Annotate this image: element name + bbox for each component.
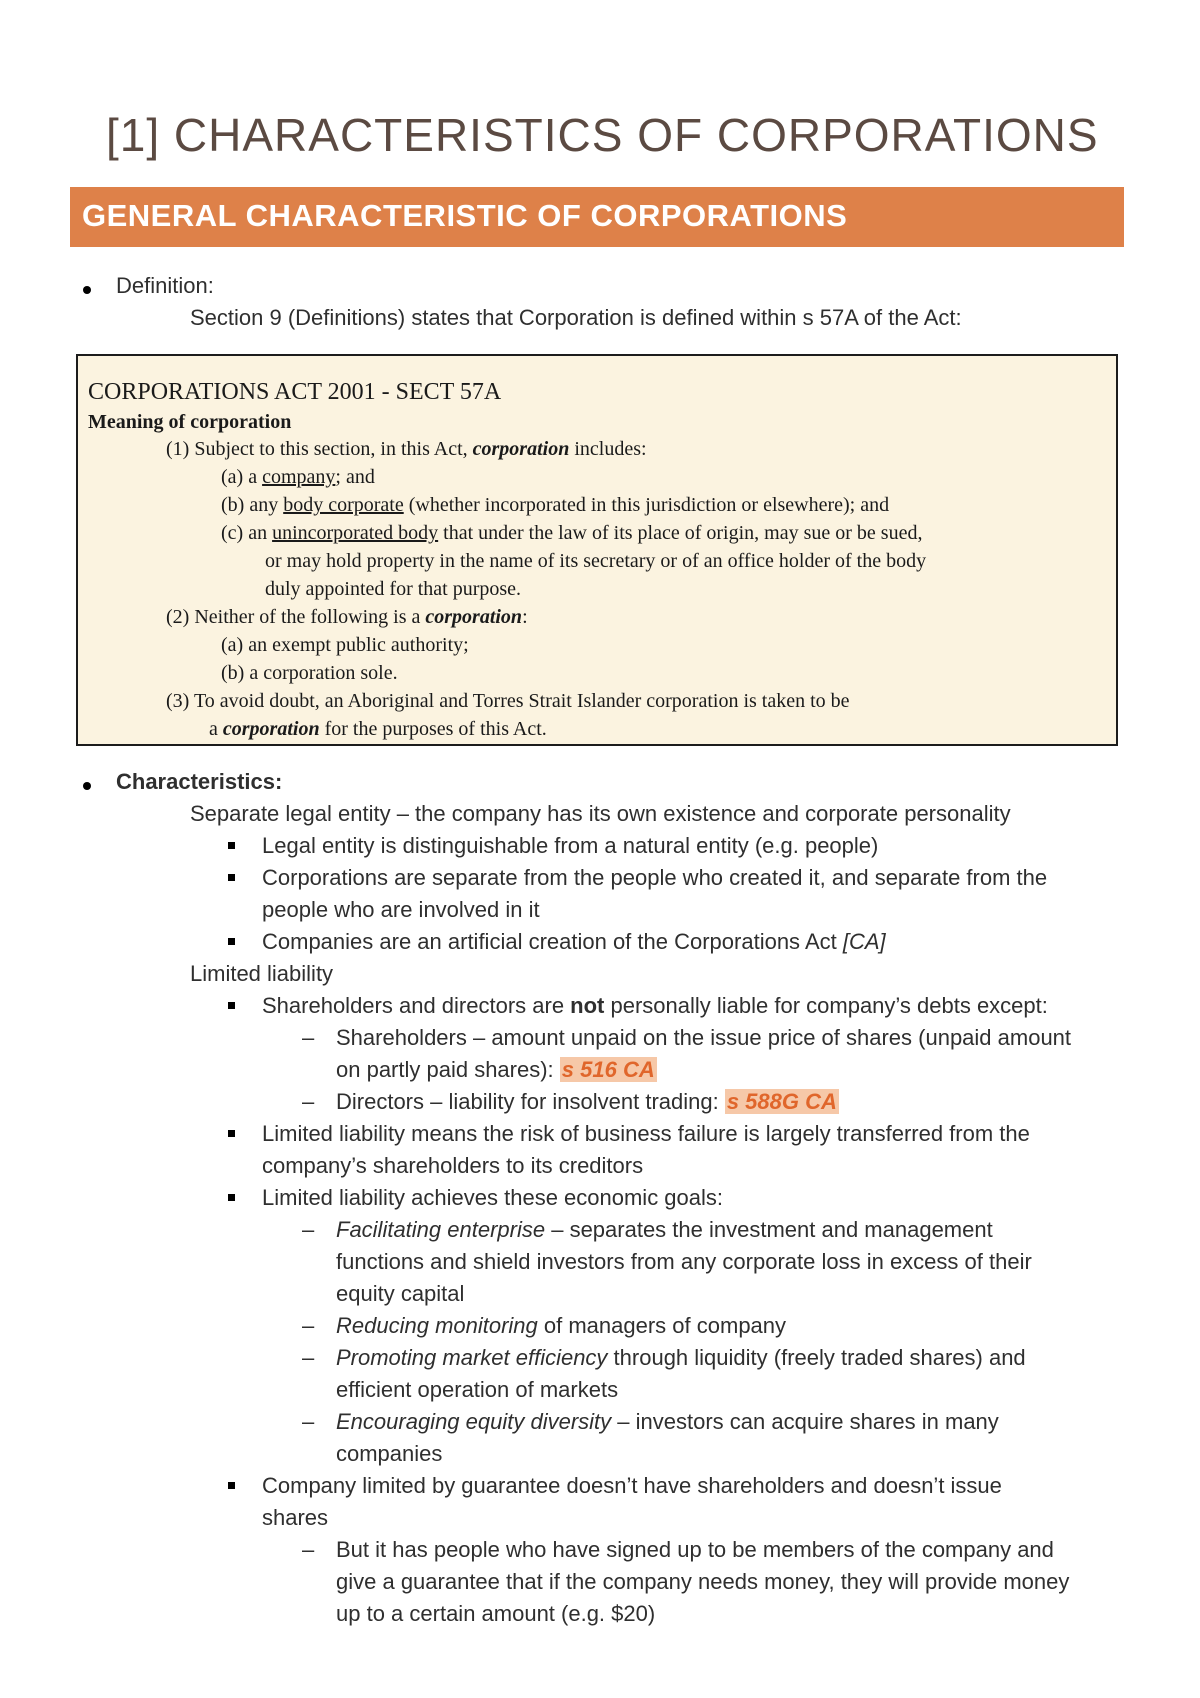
characteristics-label: Characteristics: (116, 769, 283, 794)
act-para-c: (c) an unincorporated body that under the law of its place of origin, may sue or be sued, (221, 522, 923, 544)
reference-s516: s 516 CA (561, 1057, 655, 1082)
act-extract-box (76, 354, 1118, 746)
sle-point-1: Legal entity is distinguishable from a natural entity (e.g. people) (262, 833, 879, 858)
ll-point-4: Company limited by guarantee doesn’t have shareholders and doesn’t issue (262, 1473, 1002, 1498)
bullet-square (228, 1194, 235, 1201)
bullet-square (228, 1482, 235, 1489)
goal-facilitating-enterprise: Facilitating enterprise – separates the investment and management (336, 1217, 993, 1242)
ll-point-1: Shareholders and directors are not personally liable for company’s debts except: (262, 993, 1048, 1018)
act-subsection-3: (3) To avoid doubt, an Aboriginal and Torres Strait Islander corporation is taken to be (166, 690, 850, 712)
dash-marker: – (302, 1217, 315, 1242)
goal-equity-diversity: Encouraging equity diversity – investors can acquire shares in many (336, 1409, 999, 1434)
reference-s588g: s 588G CA (726, 1089, 837, 1114)
page-title: [1] CHARACTERISTICS OF CORPORATIONS (106, 109, 1099, 161)
bullet-square (228, 938, 235, 945)
guarantee-members-line3: up to a certain amount (e.g. $20) (336, 1601, 656, 1626)
bullet-disc (83, 286, 91, 294)
link-unincorporated-body[interactable]: unincorporated body (272, 522, 439, 544)
act-para-a: (a) a company; and (221, 466, 375, 488)
section-banner (70, 187, 1124, 247)
act-subsection-3-line2: a corporation for the purposes of this Act. (209, 718, 547, 740)
goal-equity-diversity-line2: companies (336, 1441, 443, 1466)
act-para-b: (b) any body corporate (whether incorporated in this jurisdiction or elsewhere); and (221, 494, 890, 516)
ll-shareholders: Shareholders – amount unpaid on the issue price of shares (unpaid amount (336, 1025, 1072, 1050)
act-subsection-2: (2) Neither of the following is a corporation: (166, 606, 528, 628)
ll-point-4-cont: shares (262, 1505, 329, 1530)
section-heading: GENERAL CHARACTERISTIC OF CORPORATIONS (82, 198, 848, 233)
goal-reducing-monitoring: Reducing monitoring of managers of company (336, 1313, 787, 1338)
link-body-corporate[interactable]: body corporate (283, 494, 404, 516)
bullet-square (228, 842, 235, 849)
ll-directors: Directors – liability for insolvent trading: s 588G CA (336, 1089, 837, 1114)
bullet-square (228, 1002, 235, 1009)
guarantee-members-line2: give a guarantee that if the company needs money, they will provide money (336, 1569, 1070, 1594)
sle-point-2-cont: people who are involved in it (262, 897, 540, 922)
goal-facilitating-enterprise-line2: functions and shield investors from any corporate loss in excess of their (336, 1249, 1032, 1274)
separate-legal-entity: Separate legal entity – the company has its own existence and corporate personality (190, 801, 1011, 826)
sle-point-3: Companies are an artificial creation of the Corporations Act [CA] (262, 929, 886, 954)
dash-marker: – (302, 1409, 315, 1434)
act-subsection-2a: (a) an exempt public authority; (221, 634, 469, 656)
goal-market-efficiency-line2: efficient operation of markets (336, 1377, 619, 1402)
act-para-c-line2: or may hold property in the name of its secretary or of an office holder of the body (265, 550, 927, 572)
ll-shareholders-cont: on partly paid shares): s 516 CA (336, 1057, 655, 1082)
goal-facilitating-enterprise-line3: equity capital (336, 1281, 465, 1306)
bullet-disc (83, 782, 91, 790)
definition-label: Definition: (116, 273, 214, 298)
bullet-square (228, 874, 235, 881)
act-para-c-line3: duly appointed for that purpose. (265, 578, 522, 600)
act-heading: CORPORATIONS ACT 2001 - SECT 57A (88, 379, 502, 405)
act-subsection-1: (1) Subject to this section, in this Act, corporation includes: (166, 438, 647, 460)
act-subheading: Meaning of corporation (88, 411, 292, 433)
dash-marker: – (302, 1313, 315, 1338)
definition-text: Section 9 (Definitions) states that Corporation is defined within s 57A of the Act: (190, 305, 962, 330)
bullet-square (228, 1130, 235, 1137)
dash-marker: – (302, 1345, 315, 1370)
ll-point-3: Limited liability achieves these economic goals: (262, 1185, 724, 1210)
dash-marker: – (302, 1537, 315, 1562)
sle-point-2: Corporations are separate from the people who created it, and separate from the (262, 865, 1048, 890)
act-subsection-2b: (b) a corporation sole. (221, 662, 398, 684)
goal-market-efficiency: Promoting market efficiency through liquidity (freely traded shares) and (336, 1345, 1026, 1370)
guarantee-members: But it has people who have signed up to be members of the company and (336, 1537, 1054, 1562)
ll-point-2-cont: company’s shareholders to its creditors (262, 1153, 644, 1178)
link-company[interactable]: company (262, 466, 336, 488)
limited-liability: Limited liability (190, 961, 334, 986)
dash-marker: – (302, 1089, 315, 1114)
ll-point-2: Limited liability means the risk of business failure is largely transferred from the (262, 1121, 1030, 1146)
dash-marker: – (302, 1025, 315, 1050)
